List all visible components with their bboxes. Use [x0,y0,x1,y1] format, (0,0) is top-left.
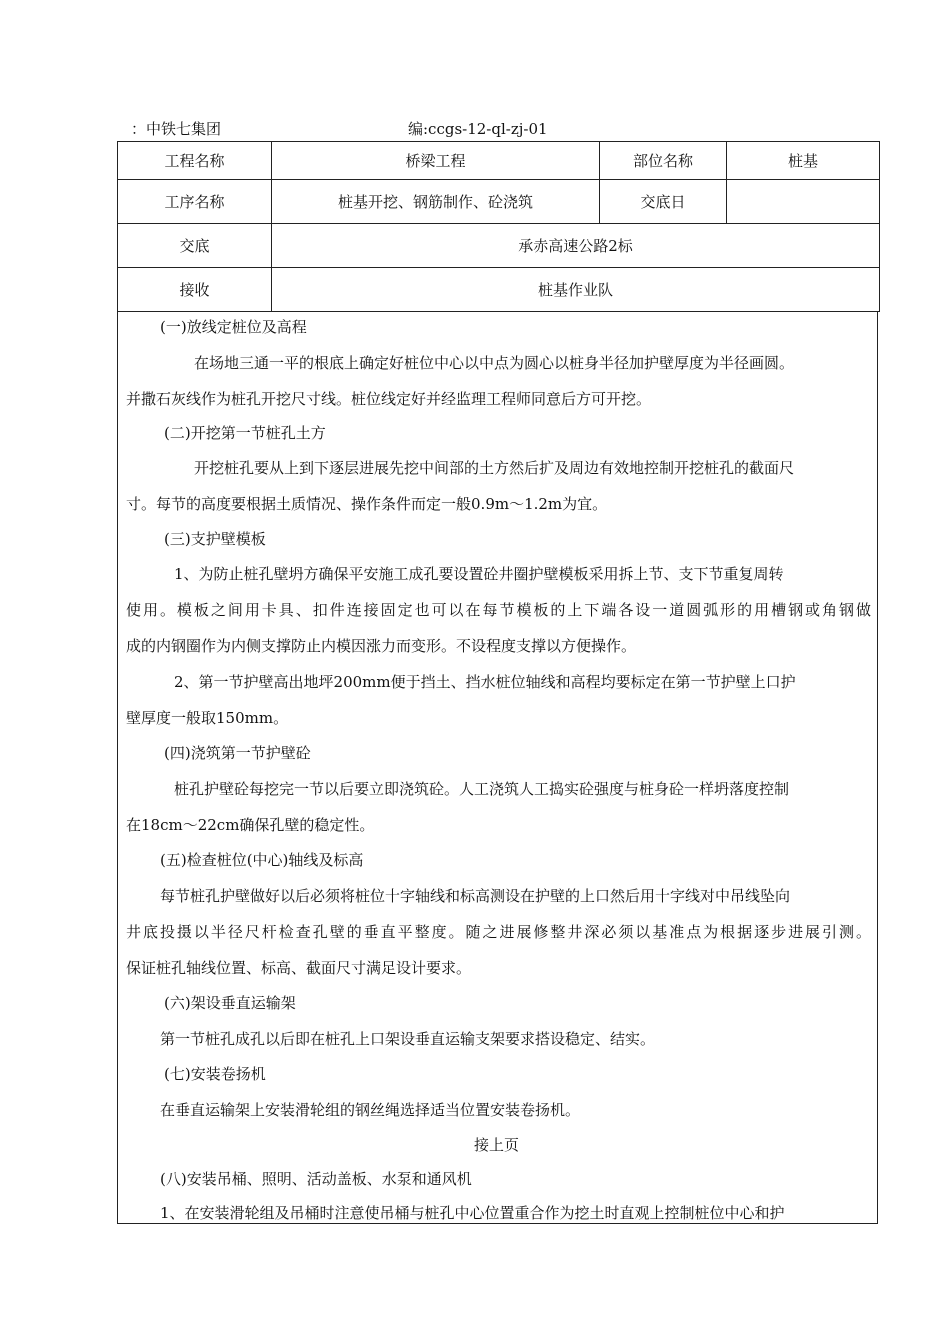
document-code: 编:ccgs-12-ql-zj-01 [408,120,548,138]
project-name-value: 桥梁工程 [272,142,600,180]
handover-value: 承赤高速公路2标 [272,224,880,268]
table-row [118,224,880,268]
handover-label: 交底 [118,224,272,268]
section-6-title: (六)架设垂直运输架 [164,994,296,1012]
section-2-line: 寸。每节的高度要根据土质情况、操作条件而定一般0.9m～1.2m为宜。 [126,495,608,513]
section-5-line: 井底投摄以半径尺杆检查孔壁的垂直平整度。随之进展修整井深必须以基准点为根据逐步进展引测。 [126,923,871,941]
section-3-title: (三)支护壁模板 [164,530,266,548]
process-name-label: 工序名称 [118,180,272,224]
table-row [118,268,880,312]
part-name-value: 桩基 [727,142,880,180]
process-name-value: 桩基开挖、钢筋制作、砼浇筑 [272,180,600,224]
info-table [117,141,880,312]
section-5-line: 每节桩孔护壁做好以后必须将桩位十字轴线和标高测设在护壁的上口然后用十字线对中吊线坠向 [160,887,791,905]
continued-label: 接上页 [474,1136,520,1154]
section-1-line: 在场地三通一平的根底上确定好桩位中心以中点为圆心以桩身半径加护壁厚度为半径画圆。 [194,354,795,372]
company-name: ：中铁七集团 [131,120,222,138]
section-3-line: 使用。模板之间用卡具、扣件连接固定也可以在每节模板的上下端各设一道圆弧形的用槽钢或角钢做 [126,601,871,619]
section-3-line: 成的内钢圈作为内侧支撑防止内模因涨力而变形。不设程度支撑以方便操作。 [126,637,637,655]
section-8-title: (八)安装吊桶、照明、活动盖板、水泵和通风机 [160,1170,472,1188]
content-box [117,312,878,1224]
section-1-title: (一)放线定桩位及高程 [160,318,307,336]
section-5-title: (五)检查桩位(中心)轴线及标高 [160,851,364,869]
section-5-line: 保证桩孔轴线位置、标高、截面尺寸满足设计要求。 [126,959,472,977]
date-label: 交底日 [600,180,727,224]
section-4-title: (四)浇筑第一节护壁砼 [164,744,311,762]
section-3-line: 1、为防止桩孔壁坍方确保平安施工成孔要设置砼井圈护壁模板采用拆上节、支下节重复周转 [174,565,784,583]
date-value [727,180,880,224]
section-3-line: 2、第一节护壁高出地坪200mm便于挡土、挡水桩位轴线和高程均要标定在第一节护壁上口护 [174,673,796,691]
receiver-label: 接收 [118,268,272,312]
section-2-title: (二)开挖第一节桩孔土方 [164,424,326,442]
receiver-value: 桩基作业队 [272,268,880,312]
section-7-title: (七)安装卷扬机 [164,1065,266,1083]
part-name-label: 部位名称 [600,142,727,180]
section-8-line: 1、在安装滑轮组及吊桶时注意使吊桶与桩孔中心位置重合作为挖土时直观上控制桩位中心和护 [160,1204,785,1222]
section-2-line: 开挖桩孔要从上到下逐层进展先挖中间部的土方然后扩及周边有效地控制开挖桩孔的截面尺 [194,459,795,477]
section-4-line: 在18cm～22cm确保孔壁的稳定性。 [126,816,375,834]
table-row [118,142,880,180]
section-3-line: 壁厚度一般取150mm。 [126,709,289,727]
section-7-line: 在垂直运输架上安装滑轮组的钢丝绳选择适当位置安装卷扬机。 [160,1101,581,1119]
section-6-line: 第一节桩孔成孔以后即在桩孔上口架设垂直运输支架要求搭设稳定、结实。 [160,1030,656,1048]
section-1-line: 并撒石灰线作为桩孔开挖尺寸线。桩位线定好并经监理工程师同意后方可开挖。 [126,390,652,408]
section-4-line: 桩孔护壁砼每挖完一节以后要立即浇筑砼。人工浇筑人工捣实砼强度与桩身砼一样坍落度控制 [174,780,790,798]
table-row [118,180,880,224]
project-name-label: 工程名称 [118,142,272,180]
